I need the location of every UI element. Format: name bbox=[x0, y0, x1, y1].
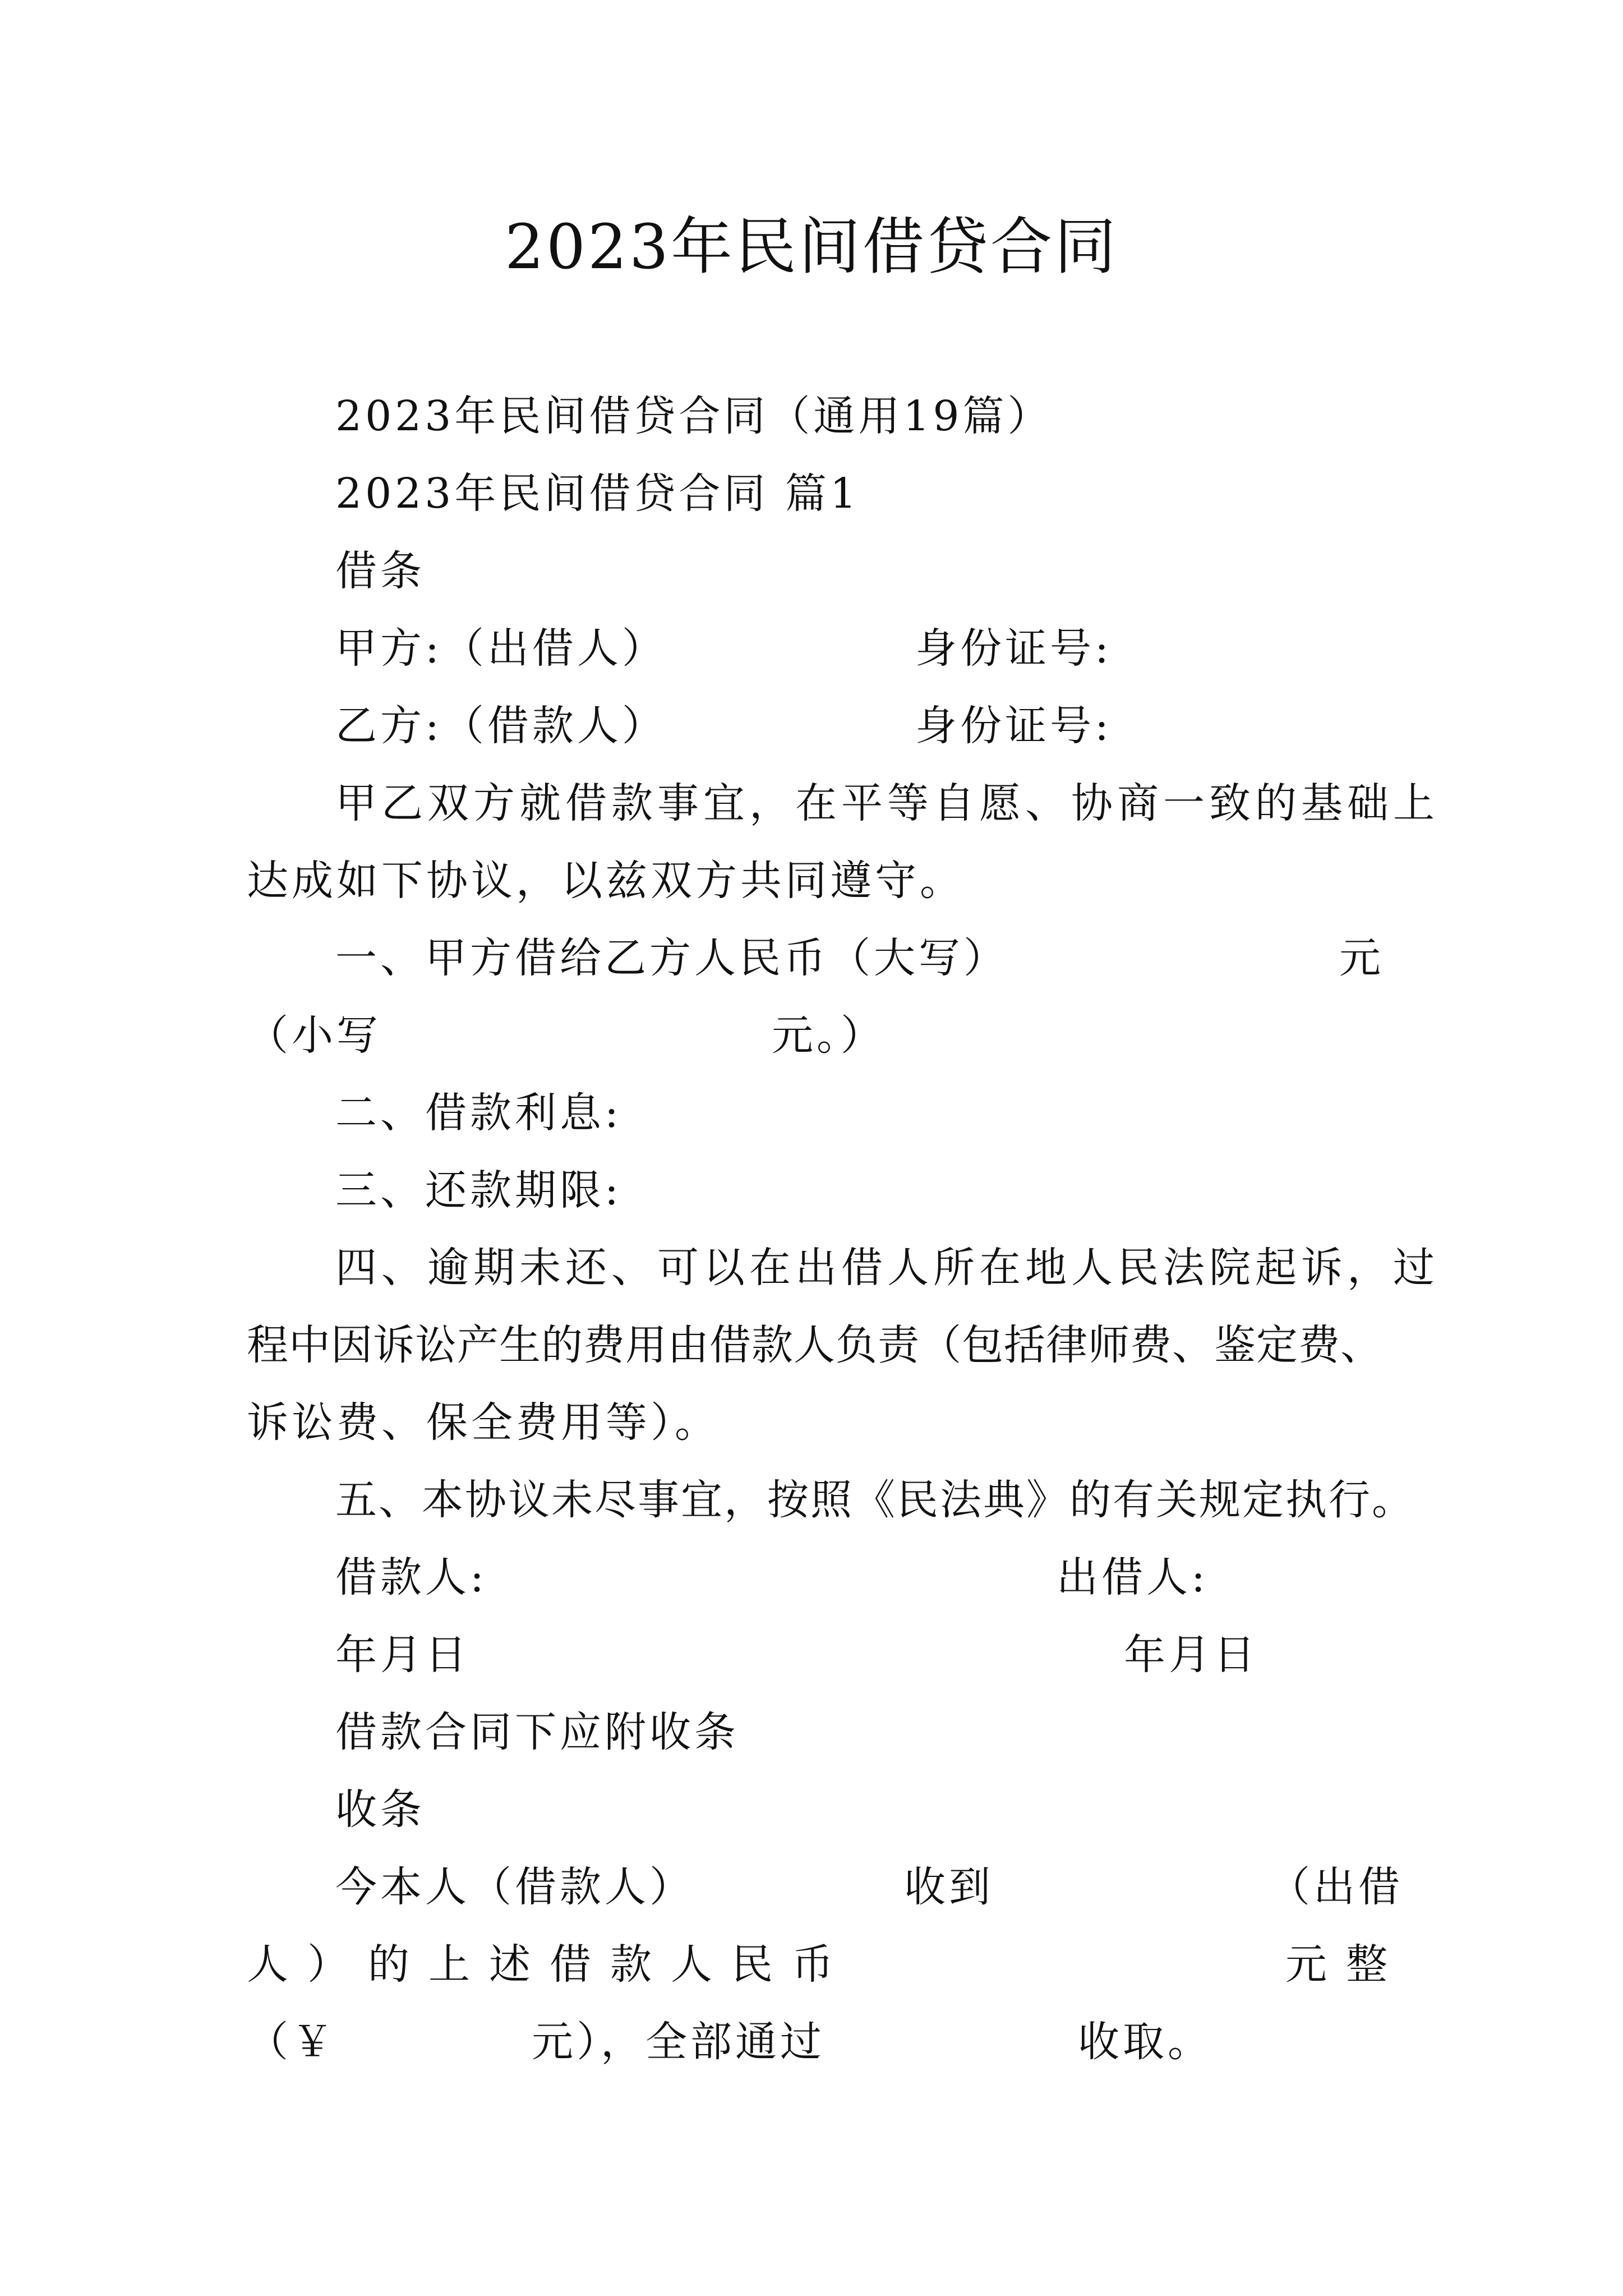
receipt-lender-label: （出借 bbox=[1269, 1863, 1403, 1911]
clause-1-unit: 元 bbox=[1339, 934, 1384, 982]
borrower-signature-label: 借款人: bbox=[335, 1553, 487, 1602]
clause-1-text: 一、甲方借给乙方人民币（大写） bbox=[335, 934, 1008, 982]
receipt-amount-text: 人）的上述借款人民币 bbox=[247, 1940, 852, 1989]
clause-1-small-unit: 元。） bbox=[772, 1011, 886, 1060]
receipt-collect-label: 收取。 bbox=[1078, 2018, 1212, 2066]
clause-5: 五、本协议未尽事宜，按照《民法典》的有关规定执行。 bbox=[335, 1476, 1415, 1524]
party-b-label: 乙方:（借款人） bbox=[335, 702, 667, 750]
receipt-title: 收条 bbox=[335, 1786, 425, 1834]
clause-3: 三、还款期限: bbox=[335, 1166, 622, 1214]
document-name: 借条 bbox=[335, 547, 425, 595]
attachment-note: 借款合同下应附收条 bbox=[335, 1708, 739, 1756]
subtitle: 2023年民间借贷合同（通用19篇） bbox=[335, 392, 1053, 440]
lender-date-label: 年月日 bbox=[1124, 1631, 1258, 1679]
clause-4-line-1: 四、逾期未还、可以在出借人所在地人民法院起诉，过 bbox=[335, 1244, 1439, 1292]
borrower-date-label: 年月日 bbox=[335, 1631, 470, 1679]
intro-line-2: 达成如下协议，以兹双方共同遵守。 bbox=[247, 857, 965, 905]
receipt-borrower-label: 今本人（借款人） bbox=[335, 1863, 694, 1911]
clause-1-small-label: （小写 bbox=[247, 1011, 381, 1060]
receipt-method-label: 元），全部通过 bbox=[532, 2018, 825, 2066]
lender-signature-label: 出借人: bbox=[1057, 1553, 1209, 1602]
clause-4-line-2: 程中因诉讼产生的费用由借款人负责（包括律师费、鉴定费、 bbox=[247, 1321, 1382, 1369]
party-a-label: 甲方:（出借人） bbox=[335, 624, 667, 673]
clause-4-line-3: 诉讼费、保全费用等）。 bbox=[247, 1398, 720, 1447]
receipt-amount-unit: 元整 bbox=[1285, 1940, 1407, 1989]
clause-2: 二、借款利息: bbox=[335, 1089, 622, 1137]
document-title: 2023年民间借贷合同 bbox=[505, 211, 1118, 283]
intro-line-1: 甲乙双方就借款事宜，在平等自愿、协商一致的基础上 bbox=[335, 779, 1439, 827]
receipt-received-label: 收到 bbox=[904, 1863, 994, 1911]
receipt-small-amount-label: （￥ bbox=[247, 2018, 336, 2066]
section-heading: 2023年民间借贷合同 篇1 bbox=[335, 470, 860, 518]
party-a-id-label: 身份证号: bbox=[915, 624, 1112, 673]
party-b-id-label: 身份证号: bbox=[915, 702, 1112, 750]
